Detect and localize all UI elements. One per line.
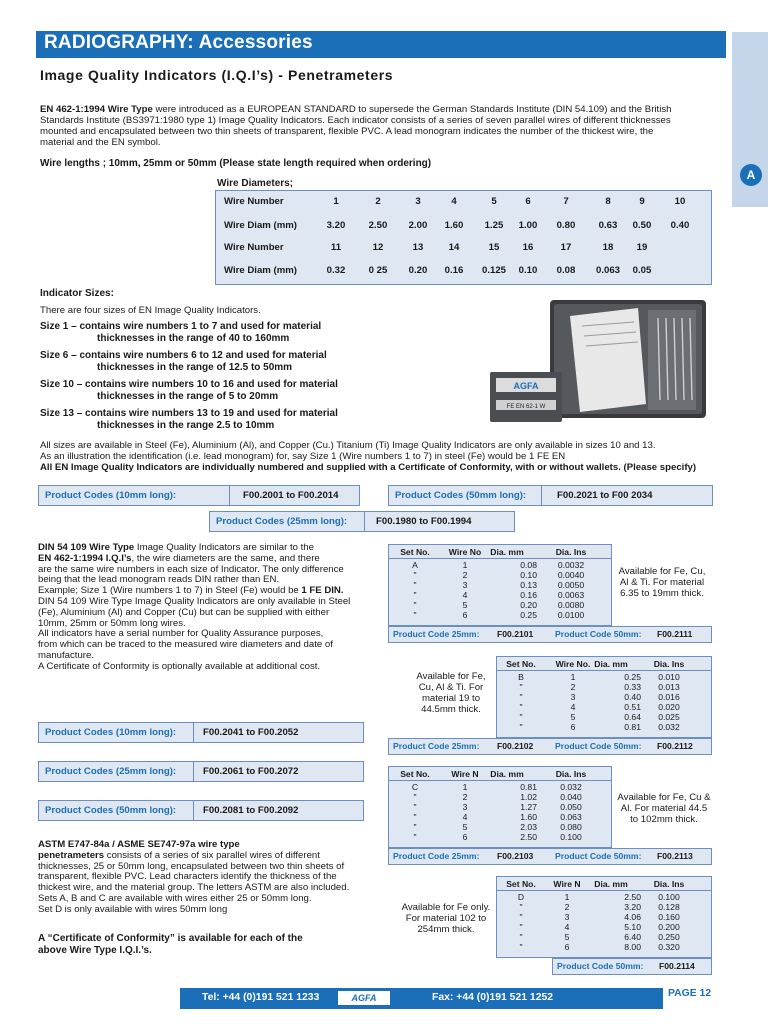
avail-line: 254mm thick.	[417, 924, 475, 935]
code-value: F00.2081 to F00.2092	[203, 805, 299, 816]
astm-line: thicknesses, 25 or 50mm long, encapsulated between two thin sheets of	[38, 860, 345, 872]
astm-set-d-codes	[552, 958, 712, 975]
size-line-2: thicknesses in the range of 40 to 160mm	[97, 333, 290, 344]
diameter-cell: 18	[602, 242, 614, 253]
dia-ins-cell: 0.080	[560, 822, 582, 832]
set-cell: "	[519, 692, 523, 702]
intro-paragraph	[40, 104, 720, 148]
dia-ins-cell: 0.020	[658, 702, 680, 712]
astm-set-b-codes	[388, 738, 712, 755]
code-label: Product Code 50mm:	[555, 629, 642, 639]
code-label: Product Codes (50mm long):	[45, 805, 177, 816]
availability-note	[40, 440, 730, 473]
diameter-cell: 0.20	[408, 265, 428, 276]
dia-ins-cell: 0.063	[560, 812, 582, 822]
table-header: Dia. Ins	[653, 879, 685, 889]
table-header: Dia. mm	[594, 659, 628, 669]
dia-mm-cell: 3.20	[624, 902, 641, 912]
dia-mm-cell: 1.27	[520, 802, 537, 812]
dia-mm-cell: 1.60	[520, 812, 537, 822]
set-cell: B	[518, 672, 524, 682]
diameter-cell: 0.10	[518, 265, 538, 276]
code-value: F00.2021 to F00 2034	[557, 490, 653, 501]
din-line: DIN 54 109 Wire Type Image Quality Indicators are only available in Steel	[38, 595, 351, 607]
wire-cell: 2	[462, 570, 468, 580]
wire-cell: 6	[462, 832, 468, 842]
header-divider	[497, 890, 711, 891]
set-cell: "	[413, 812, 417, 822]
header-divider	[497, 670, 711, 671]
row-label: Wire Diam (mm)	[224, 220, 297, 231]
dia-ins-cell: 0.250	[658, 932, 680, 942]
dia-mm-cell: 2.50	[624, 892, 641, 902]
avail-line: Available for Fe, Cu,	[618, 566, 706, 577]
avail-line: 6.35 to 19mm thick.	[620, 588, 704, 599]
section-letter-badge[interactable]: A	[740, 164, 762, 186]
avail-line: For material 102 to	[405, 913, 487, 924]
diameter-cell: 12	[372, 242, 384, 253]
set-cell: "	[519, 682, 523, 692]
code-value: F00.2103	[497, 851, 534, 861]
set-cell: "	[519, 912, 523, 922]
divider	[193, 762, 194, 781]
wire-cell: 5	[564, 932, 570, 942]
availability-line-3: All EN Image Quality Indicators are individually numbered and supplied with a Certificate of Conformity, with or without wallets. (Please specify)	[40, 462, 697, 473]
dia-mm-cell: 0.51	[624, 702, 641, 712]
wire-cell: 6	[570, 722, 576, 732]
avail-line: material 19 to	[421, 693, 481, 704]
set-cell: D	[517, 892, 525, 902]
table-header: Dia. Ins	[555, 769, 587, 779]
wire-diameters-table	[215, 190, 712, 285]
dia-ins-cell: 0.032	[560, 782, 582, 792]
dia-mm-cell: 0.64	[624, 712, 641, 722]
code-label: Product Codes (50mm long):	[395, 490, 527, 501]
din-line: All indicators have a serial number for Quality Assurance purposes,	[38, 628, 324, 640]
diameter-cell: 7	[563, 196, 569, 207]
table-header: Set No.	[400, 547, 430, 557]
set-cell: "	[413, 590, 417, 600]
table-header: Wire No	[448, 547, 482, 557]
section-subtitle: Image Quality Indicators (I.Q.I’s) - Penetrameters	[40, 67, 394, 83]
diameter-cell: 6	[525, 196, 531, 207]
dia-mm-cell: 2.03	[520, 822, 537, 832]
dia-ins-cell: 0.032	[658, 722, 680, 732]
diameter-cell: 8	[605, 196, 611, 207]
din-line: are the same wire numbers in each size of Indicator. The only difference	[38, 563, 344, 575]
din-line: being that the lead monogram reads DIN rather than EN.	[38, 574, 280, 586]
set-cell: "	[413, 832, 417, 842]
astm-bold: ASTM E747-84a / ASME SE747-97a wire type	[38, 839, 240, 850]
avail-line: Al & Ti. For material	[619, 577, 705, 588]
size-line-2: thicknesses in the range of 12.5 to 50mm	[97, 362, 293, 373]
dia-ins-cell: 0.128	[658, 902, 680, 912]
din-line: from which can be traced to the measured wire diameters and date of	[38, 639, 333, 651]
code-value: F00.1980 to F00.1994	[376, 516, 472, 527]
table-header: Dia. mm	[490, 547, 524, 557]
indicator-sizes-note: There are four sizes of EN Image Quality Indicators.	[40, 305, 261, 316]
astm-line: consists of a series of six parallel wires of different	[104, 849, 320, 861]
set-cell: "	[519, 902, 523, 912]
wire-cell: 3	[570, 692, 576, 702]
diameter-cell: 0.063	[595, 265, 620, 276]
dia-mm-cell: 0.25	[624, 672, 641, 682]
table-header: Dia. Ins	[653, 659, 685, 669]
diameter-cell: 1.25	[484, 220, 504, 231]
wire-cell: 4	[570, 702, 576, 712]
code-value: F00.2001 to F00.2014	[243, 490, 339, 501]
dia-ins-cell: 0.050	[560, 802, 582, 812]
astm-set-c-codes	[388, 848, 712, 865]
wire-cell: 6	[564, 942, 570, 952]
wallet-logo-text: AGFA	[513, 381, 539, 391]
set-cell: "	[519, 932, 523, 942]
din-bold: 1 FE DIN.	[301, 585, 344, 597]
set-cell: "	[413, 610, 417, 620]
availability-line-2: As an illustration the identification (i.e. lead monogram) for, say Size 1 (Wire numbers 1 to 7) in steel (Fe) would be 1 FE EN	[40, 451, 566, 462]
astm-bold: penetrameters	[38, 849, 105, 861]
diameter-cell: 0.63	[598, 220, 618, 231]
wire-cell: 6	[462, 610, 468, 620]
code-value: F00.2061 to F00.2072	[203, 766, 299, 777]
wire-lengths-note: Wire lengths ; 10mm, 25mm or 50mm (Please state length required when ordering)	[40, 158, 432, 169]
dia-ins-cell: 0.013	[658, 682, 680, 692]
set-cell: "	[519, 722, 523, 732]
diameter-cell: 1.00	[518, 220, 538, 231]
header-divider	[389, 780, 611, 781]
astm-set-a-table	[388, 544, 612, 626]
en-code-10mm-box	[38, 485, 360, 506]
set-cell: "	[519, 712, 523, 722]
astm-set-a-codes	[388, 626, 712, 643]
dia-mm-cell: 0.25	[520, 610, 537, 620]
dia-mm-cell: 4.06	[624, 912, 641, 922]
dia-ins-cell: 0.0040	[557, 570, 585, 580]
astm-line: transparent, flexible PVC. Lead characters identify the thickness of the	[38, 871, 337, 883]
indicator-size-list	[40, 321, 440, 437]
dia-ins-cell: 0.0050	[557, 580, 585, 590]
dia-mm-cell: 0.08	[520, 560, 537, 570]
certificate-line: above Wire Type I.Q.I.’s.	[38, 945, 152, 956]
en-code-50mm-box	[388, 485, 713, 506]
size-item	[40, 321, 440, 350]
set-cell: "	[519, 702, 523, 712]
code-label: Product Codes (10mm long):	[45, 727, 177, 738]
certificate-line: A “Certificate of Conformity” is available for each of the	[38, 933, 303, 944]
dia-mm-cell: 0.33	[624, 682, 641, 692]
diameter-cell: 19	[636, 242, 648, 253]
diameter-cell: 1.60	[444, 220, 464, 231]
astm-set-c-table	[388, 766, 612, 848]
astm-line: Sets A, B and C are available with wires either 25 or 50mm long.	[38, 892, 312, 904]
size-item	[40, 350, 440, 379]
code-label: Product Code 25mm:	[393, 741, 480, 751]
diameter-cell: 1	[333, 196, 339, 207]
code-label: Product Code 50mm:	[557, 961, 644, 971]
dia-mm-cell: 2.50	[520, 832, 537, 842]
dia-ins-cell: 0.160	[658, 912, 680, 922]
din-code-25mm-box	[38, 761, 364, 782]
table-header: Dia. mm	[490, 769, 524, 779]
code-value: F00.2114	[659, 961, 695, 971]
set-cell: "	[413, 570, 417, 580]
code-value: F00.2111	[657, 629, 693, 639]
set-d-availability	[396, 902, 496, 935]
diameter-cell: 0.50	[632, 220, 652, 231]
divider	[193, 801, 194, 820]
intro-bold-lead: EN 462-1:1994 Wire Type	[40, 104, 153, 115]
dia-ins-cell: 0.0080	[557, 600, 585, 610]
page-number: PAGE 12	[668, 988, 712, 999]
din-line: (Fe), Aluminium (Al) and Copper (Cu) but can be supplied with either	[38, 606, 330, 618]
din-line: , the wire diameters are the same, and there	[131, 552, 320, 564]
intro-line: mounted and encapsulated between two thin sheets of transparent, flexible PVC. A lead monogram indicates the number of the thickest wire, the	[40, 126, 654, 137]
footer-bar	[180, 988, 663, 1009]
dia-ins-cell: 0.100	[560, 832, 582, 842]
divider	[541, 486, 542, 505]
certificate-note	[38, 933, 303, 957]
size-item	[40, 408, 440, 437]
set-a-availability	[612, 566, 712, 599]
din-code-50mm-box	[38, 800, 364, 821]
diameter-cell: 3	[415, 196, 421, 207]
diameter-cell: 17	[560, 242, 572, 253]
wire-cell: 2	[462, 792, 468, 802]
wire-cell: 5	[462, 600, 468, 610]
code-label: Product Codes (25mm long):	[216, 516, 348, 527]
dia-ins-cell: 0.0063	[557, 590, 585, 600]
diameter-cell: 0.40	[670, 220, 690, 231]
wire-cell: 1	[564, 892, 570, 902]
code-label: Product Codes (10mm long):	[45, 490, 177, 501]
table-header: Wire No.	[555, 659, 591, 669]
wire-cell: 3	[462, 580, 468, 590]
code-value: F00.2113	[657, 851, 693, 861]
code-value: F00.2041 to F00.2052	[203, 727, 299, 738]
set-cell: "	[413, 822, 417, 832]
table-header: Set No.	[400, 769, 430, 779]
dia-ins-cell: 0.010	[658, 672, 680, 682]
diameter-cell: 3.20	[326, 220, 346, 231]
intro-line: were introduced as a EUROPEAN STANDARD to supersede the German Standards Institute (DIN 54.109) and the British	[152, 104, 672, 115]
wire-cell: 3	[462, 802, 468, 812]
en-code-25mm-box	[209, 511, 515, 532]
indicator-sizes-heading: Indicator Sizes:	[40, 288, 114, 299]
set-cell: "	[413, 792, 417, 802]
dia-ins-cell: 0.0100	[557, 610, 585, 620]
din-line: manufacture.	[38, 649, 94, 661]
wire-cell: 5	[570, 712, 576, 722]
set-b-availability	[408, 671, 494, 715]
code-value: F00.2102	[497, 741, 534, 751]
size-line-2: thicknesses in the range 2.5 to 10mm	[97, 420, 275, 431]
size-line-1: Size 13 – contains wire numbers 13 to 19 and used for material	[40, 408, 338, 419]
astm-set-d-table	[496, 876, 712, 958]
page-title: RADIOGRAPHY: Accessories	[44, 32, 313, 53]
astm-line: thickest wire, and the material group. The letters ASTM are also included.	[38, 882, 350, 894]
din-bold: DIN 54 109 Wire Type	[38, 542, 135, 553]
footer-fax[interactable]: Fax: +44 (0)191 521 1252	[432, 992, 554, 1003]
dia-mm-cell: 0.10	[520, 570, 537, 580]
dia-ins-cell: 0.200	[658, 922, 680, 932]
din-line: Example; Size 1 (Wire numbers 1 to 7) in Steel (Fe) would be	[38, 585, 302, 597]
size-line-1: Size 6 – contains wire numbers 6 to 12 and used for material	[40, 350, 327, 361]
dia-mm-cell: 5.10	[624, 922, 641, 932]
avail-line: Available for Fe only.	[401, 902, 491, 913]
wire-cell: 1	[462, 782, 468, 792]
dia-mm-cell: 0.81	[520, 782, 537, 792]
dia-mm-cell: 0.20	[520, 600, 537, 610]
intro-line: Standards Institute (BS3971:1980 type 1) Image Quality Indicators. Each indicator consists of a series of seven parallel wires of different thicknesses	[40, 115, 671, 126]
set-cell: "	[413, 580, 417, 590]
diameter-cell: 4	[451, 196, 457, 207]
diameter-cell: 0.125	[481, 265, 506, 276]
wire-cell: 5	[462, 822, 468, 832]
diameter-cell: 14	[448, 242, 460, 253]
din-line: Image Quality Indicators are similar to the	[134, 542, 314, 553]
avail-line: Available for Fe,	[416, 671, 486, 682]
avail-line: Al. For material 44.5	[620, 803, 708, 814]
footer-logo: AGFA	[338, 991, 390, 1005]
dia-mm-cell: 1.02	[520, 792, 537, 802]
table-header: Set No.	[506, 659, 536, 669]
strip-label-text: FE EN 62-1 W	[506, 404, 546, 410]
dia-ins-cell: 0.100	[658, 892, 680, 902]
dia-ins-cell: 0.320	[658, 942, 680, 952]
wire-cell: 1	[570, 672, 576, 682]
diameter-cell: 11	[330, 242, 342, 253]
table-header: Dia. Ins	[555, 547, 587, 557]
din-bold: EN 462-1:1994 I.Q.I’s	[38, 552, 132, 564]
size-item	[40, 379, 440, 408]
header-divider	[389, 558, 611, 559]
dia-ins-cell: 0.0032	[557, 560, 585, 570]
diameter-cell: 13	[412, 242, 424, 253]
row-label: Wire Number	[224, 242, 284, 253]
table-header: Wire N	[451, 769, 479, 779]
table-header: Set No.	[506, 879, 536, 889]
wire-cell: 4	[462, 590, 468, 600]
diameter-cell: 0.05	[632, 265, 652, 276]
diameter-cell: 15	[488, 242, 500, 253]
avail-line: to 102mm thick.	[630, 814, 698, 825]
set-cell: "	[519, 942, 523, 952]
wire-cell: 3	[564, 912, 570, 922]
dia-mm-cell: 0.40	[624, 692, 641, 702]
diameter-cell: 5	[491, 196, 497, 207]
set-cell: C	[411, 782, 419, 792]
din-line: A Certificate of Conformity is optionally available at additional cost.	[38, 660, 321, 672]
astm-paragraph	[38, 840, 360, 916]
set-cell: A	[412, 560, 418, 570]
size-line-2: thicknesses in the range of 5 to 20mm	[97, 391, 279, 402]
availability-line-1: All sizes are available in Steel (Fe), Aluminium (Al), and Copper (Cu.) Titanium (Ti) Image Quality Indicators are only available in sizes 10 and 13.	[40, 440, 656, 451]
intro-line: material and the EN symbol.	[40, 137, 161, 148]
diameter-cell: 0.08	[556, 265, 576, 276]
dia-mm-cell: 0.13	[520, 580, 537, 590]
wire-diameters-label: Wire Diameters;	[217, 178, 294, 189]
diameter-cell: 2.00	[408, 220, 428, 231]
set-cell: "	[519, 922, 523, 932]
row-label: Wire Number	[224, 196, 284, 207]
diameter-cell: 0.80	[556, 220, 576, 231]
dia-mm-cell: 8.00	[624, 942, 641, 952]
code-label: Product Code 25mm:	[393, 851, 480, 861]
table-header: Wire N	[553, 879, 581, 889]
dia-mm-cell: 0.16	[520, 590, 537, 600]
avail-line: Available for Fe, Cu &	[617, 792, 711, 803]
dia-ins-cell: 0.016	[658, 692, 680, 702]
code-label: Product Code 25mm:	[393, 629, 480, 639]
code-label: Product Code 50mm:	[555, 741, 642, 751]
set-cell: "	[413, 600, 417, 610]
iqi-wallet-image	[488, 296, 710, 426]
footer-telephone[interactable]: Tel: +44 (0)191 521 1233	[202, 992, 320, 1003]
din-code-10mm-box	[38, 722, 364, 743]
wire-cell: 2	[570, 682, 576, 692]
diameter-cell: 9	[639, 196, 645, 207]
din-line: 10mm, 25mm or 50mm long wires.	[38, 617, 186, 629]
code-label: Product Codes (25mm long):	[45, 766, 177, 777]
diameter-cell: 0 25	[368, 265, 388, 276]
size-line-1: Size 10 – contains wire numbers 10 to 16 and used for material	[40, 379, 338, 390]
size-line-1: Size 1 – contains wire numbers 1 to 7 and used for material	[40, 321, 322, 332]
code-label: Product Code 50mm:	[555, 851, 642, 861]
din-paragraph	[38, 543, 360, 673]
dia-ins-cell: 0.025	[658, 712, 680, 722]
wire-cell: 2	[564, 902, 570, 912]
astm-line: Set D is only available with wires 50mm long	[38, 903, 228, 915]
wire-cell: 4	[462, 812, 468, 822]
dia-mm-cell: 0.81	[624, 722, 641, 732]
diameter-cell: 2.50	[368, 220, 388, 231]
astm-set-b-table	[496, 656, 712, 738]
wire-cell: 1	[462, 560, 468, 570]
dia-mm-cell: 6.40	[624, 932, 641, 942]
diameter-cell: 16	[522, 242, 534, 253]
set-cell: "	[413, 802, 417, 812]
avail-line: 44.5mm thick.	[421, 704, 481, 715]
diameter-cell: 2	[375, 196, 381, 207]
divider	[364, 512, 365, 531]
code-value: F00.2101	[497, 629, 534, 639]
diameter-cell: 0.16	[444, 265, 464, 276]
row-label: Wire Diam (mm)	[224, 265, 297, 276]
dia-ins-cell: 0.040	[560, 792, 582, 802]
divider	[193, 723, 194, 742]
code-value: F00.2112	[657, 741, 693, 751]
set-c-availability	[612, 792, 716, 825]
avail-line: Cu, Al & Ti. For	[418, 682, 484, 693]
table-header: Dia. mm	[594, 879, 628, 889]
diameter-cell: 0.32	[326, 265, 346, 276]
wire-cell: 4	[564, 922, 570, 932]
divider	[229, 486, 230, 505]
diameter-cell: 10	[674, 196, 686, 207]
